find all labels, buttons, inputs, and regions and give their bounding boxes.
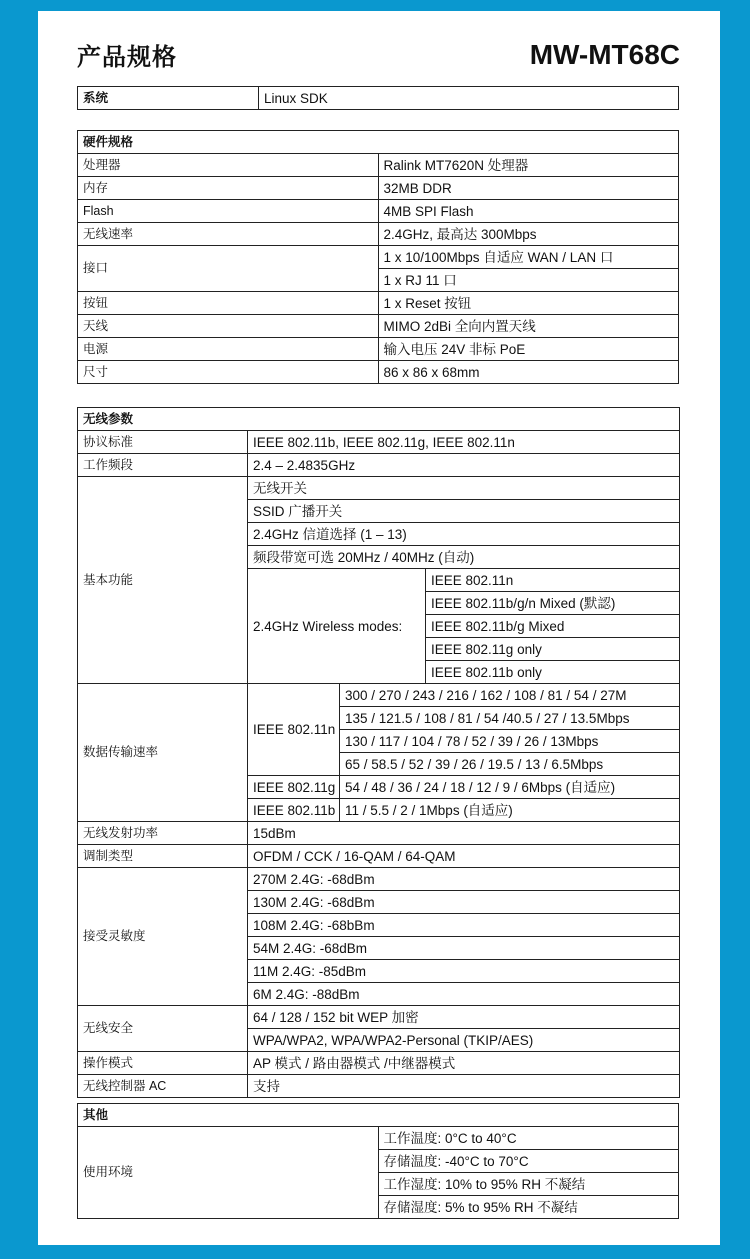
section-header-row [78,408,680,431]
table-row [78,200,679,223]
spec-value: 1 x Reset 按钮 [378,292,679,315]
spec-value: 1 x RJ 11 口 [378,269,679,292]
spec-value: SSID 广播开关 [248,500,680,523]
spec-value: 频段带宽可选 20MHz / 40MHz (自动) [248,546,680,569]
spec-label: 电源 [78,338,379,361]
model-number: MW-MT68C [529,39,680,70]
spec-value: 86 x 86 x 68mm [378,361,679,384]
system-table [77,86,679,110]
table-row [78,822,680,845]
spec-value: IEEE 802.11b, IEEE 802.11g, IEEE 802.11n [248,431,680,454]
spec-value: WPA/WPA2, WPA/WPA2-Personal (TKIP/AES) [248,1029,680,1052]
hardware-section-title: 硬件规格 [78,131,679,154]
other-section-title: 其他 [78,1104,679,1127]
spec-value: 工作温度: 0°C to 40°C [378,1127,679,1150]
spec-value: IEEE 802.11b/g/n Mixed (默認) [426,592,680,615]
table-row [78,477,680,500]
spec-label: 内存 [78,177,379,200]
spec-label: 天线 [78,315,379,338]
spec-label: 无线速率 [78,223,379,246]
spec-value: 130 / 117 / 104 / 78 / 52 / 39 / 26 / 13Mbps [340,730,680,753]
wireless-modes-label: 2.4GHz Wireless modes: [248,569,426,684]
table-row [78,246,679,269]
spec-label: 无线安全 [78,1006,248,1052]
spec-value: 130M 2.4G: -68dBm [248,891,680,914]
section-header-row [78,1104,679,1127]
table-row [78,1075,680,1098]
spec-label: 无线控制器 AC [78,1075,248,1098]
spec-value: 32MB DDR [378,177,679,200]
table-row [78,868,680,891]
spec-label: 操作模式 [78,1052,248,1075]
wireless-table [77,407,680,1098]
spec-label: Flash [78,200,379,223]
spec-value: IEEE 802.11g only [426,638,680,661]
spec-value: 108M 2.4G: -68bBm [248,914,680,937]
spec-value: 无线开关 [248,477,680,500]
other-table [77,1103,679,1219]
table-row [78,361,679,384]
spec-value: 6M 2.4G: -88dBm [248,983,680,1006]
table-row [78,315,679,338]
rate-standard-label: IEEE 802.11b [248,799,340,822]
spec-value: 工作湿度: 10% to 95% RH 不凝结 [378,1173,679,1196]
spec-label: 使用环境 [78,1127,379,1219]
table-row [78,87,679,110]
spec-value: 4MB SPI Flash [378,200,679,223]
spec-value: IEEE 802.11b/g Mixed [426,615,680,638]
spec-value: 2.4 – 2.4835GHz [248,454,680,477]
table-row [78,684,680,707]
spec-value: 15dBm [248,822,680,845]
spec-value: IEEE 802.11n [426,569,680,592]
spec-label: 接口 [78,246,379,292]
spec-value: 54 / 48 / 36 / 24 / 18 / 12 / 9 / 6Mbps (自适应) [340,776,680,799]
spec-value: AP 模式 / 路由器模式 /中继器模式 [248,1052,680,1075]
spec-label: 按钮 [78,292,379,315]
spec-value: 135 / 121.5 / 108 / 81 / 54 /40.5 / 27 / 13.5Mbps [340,707,680,730]
rate-standard-label: IEEE 802.11n [248,684,340,776]
table-row [78,845,680,868]
table-row [78,223,679,246]
table-row [78,1052,680,1075]
spec-value: Ralink MT7620N 处理器 [378,154,679,177]
spec-label: 数据传输速率 [78,684,248,822]
page-title: 产品规格 [77,44,177,71]
spec-label: 尺寸 [78,361,379,384]
spec-value: 65 / 58.5 / 52 / 39 / 26 / 19.5 / 13 / 6.5Mbps [340,753,680,776]
table-row [78,454,680,477]
spec-value: OFDM / CCK / 16-QAM / 64-QAM [248,845,680,868]
spec-label: 处理器 [78,154,379,177]
rate-standard-label: IEEE 802.11g [248,776,340,799]
wireless-section-title: 无线参数 [78,408,680,431]
table-row [78,292,679,315]
table-row [78,1127,679,1150]
spec-value: 300 / 270 / 243 / 216 / 162 / 108 / 81 / 54 / 27M [340,684,680,707]
spec-label: 基本功能 [78,477,248,684]
spec-value: 54M 2.4G: -68dBm [248,937,680,960]
spec-value: 64 / 128 / 152 bit WEP 加密 [248,1006,680,1029]
spec-label: 无线发射功率 [78,822,248,845]
section-header-row [78,131,679,154]
spec-value: 存储温度: -40°C to 70°C [378,1150,679,1173]
spec-value: 11 / 5.5 / 2 / 1Mbps (自适应) [340,799,680,822]
table-row [78,154,679,177]
spec-value: 11M 2.4G: -85dBm [248,960,680,983]
spec-value: MIMO 2dBi 全向内置天线 [378,315,679,338]
system-value: Linux SDK [259,87,679,110]
spec-label: 协议标准 [78,431,248,454]
spec-label: 调制类型 [78,845,248,868]
spec-value: 2.4GHz, 最高达 300Mbps [378,223,679,246]
spec-value: 1 x 10/100Mbps 自适应 WAN / LAN 口 [378,246,679,269]
spec-value: 输入电压 24V 非标 PoE [378,338,679,361]
spec-value: 支持 [248,1075,680,1098]
table-row [78,431,680,454]
spec-label: 接受灵敏度 [78,868,248,1006]
table-row [78,338,679,361]
spec-sheet [38,11,720,1245]
table-row [78,177,679,200]
hardware-table [77,130,679,384]
system-label: 系统 [78,87,259,110]
spec-value: 存储湿度: 5% to 95% RH 不凝结 [378,1196,679,1219]
spec-value: IEEE 802.11b only [426,661,680,684]
spec-label: 工作频段 [78,454,248,477]
table-row [78,1006,680,1029]
spec-value: 270M 2.4G: -68dBm [248,868,680,891]
spec-value: 2.4GHz 信道选择 (1 – 13) [248,523,680,546]
